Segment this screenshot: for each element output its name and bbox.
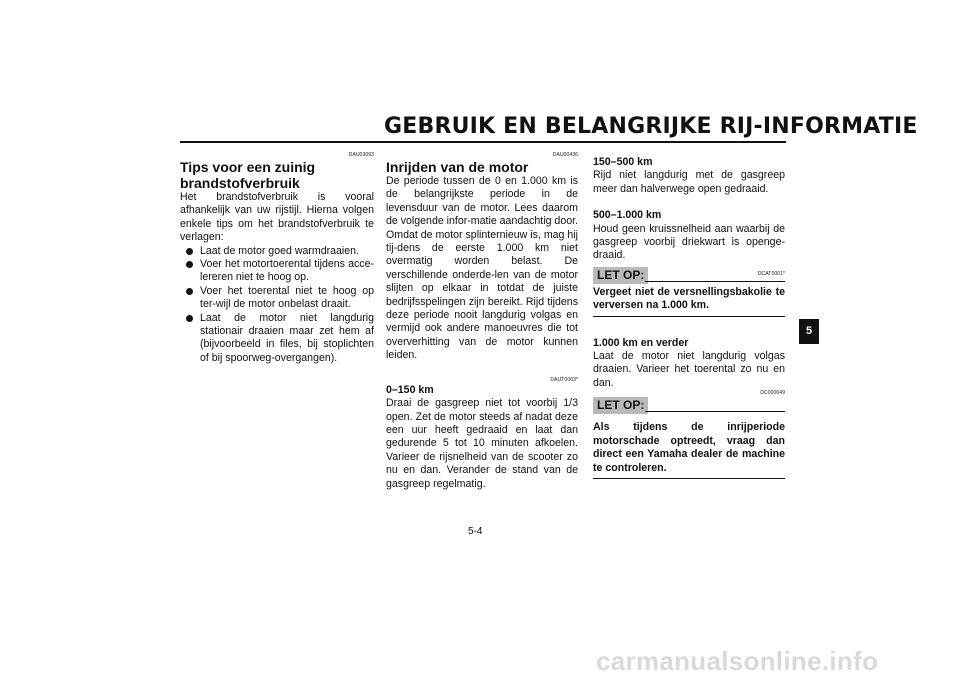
tips-list (180, 245, 374, 366)
caution-note (593, 267, 785, 285)
column-fuel-tips (180, 152, 374, 365)
paragraph: Houd geen kruissnelheid aan waarbij de gasgreep voorbij driekwart is openge-draaid. (593, 222, 785, 262)
list-item: Voer het motortoerental tijdens acce-lereren niet te hoog op. (180, 258, 374, 285)
section-heading: Inrijden van de motor (386, 159, 529, 175)
paragraph: Draai de gasgreep niet tot voorbij 1/3 open. Zet de motor steeds af nadat deze een uur heeft gedraaid en laat dan gedurende 5 tot 10 minuten afkoelen. Varieer de rijsnelheid van de scooter zo nu en dan. Verander de stand van de gasgreep regelmatig. (386, 397, 578, 490)
page-header-title: GEBRUIK EN BELANGRIJKE RIJ-INFORMATIE (384, 114, 918, 139)
column-running-in (386, 152, 578, 491)
paragraph: Rijd niet langdurig met de gasgreep meer dan halverwege open gedraaid. (593, 169, 785, 195)
section-code: DAU03093 (348, 152, 374, 158)
section-code: DAUT0003* (550, 376, 578, 383)
paragraph: Omdat de motor splinternieuw is, mag hij tij-dens de eerste 1.000 km niet overmatig worden belast. De verschillende onderde-len van de motor slijten op elkaar in totdat de juiste bedrijfsspelingen zijn bereikt. Rijd tijdens deze periode nooit langdurig volgas en vermijd ook andere manoeuvres die tot oververhitting van de motor kunnen leiden. (386, 228, 578, 362)
bullet-icon (186, 248, 193, 255)
paragraph: Laat de motor niet langdurig volgas draaien. Varieer het toerental zo nu en dan. (593, 350, 785, 389)
caution-text: Als tijdens de inrijperiode motorschade optreedt, vraag dan direct een Yamaha dealer de machine te controleren. (593, 421, 785, 479)
caution-label: LET OP: (593, 267, 648, 284)
bullet-icon (186, 315, 193, 322)
section-code: DC000049 (760, 390, 785, 397)
paragraph: De periode tussen de 0 en 1.000 km is de belangrijkste periode in de levensduur van de motor. Lees daarom de volgende infor-matie aandachtig door. (386, 175, 578, 228)
divider (645, 411, 785, 412)
section-code: DCAT0001* (757, 270, 785, 277)
intro-paragraph: Het brandstofverbruik is vooral afhankelijk van uw rijstijl. Hierna volgen enkele tips om het brandstofverbruik te verlagen: (180, 191, 374, 244)
caution-note (593, 397, 785, 415)
header-rule (180, 141, 786, 143)
list-item: Laat de motor goed warmdraaien. (180, 245, 374, 258)
list-item: Voer het toerental niet te hoog op ter-wijl de motor onbelast draait. (180, 285, 374, 312)
subsection-title: 0–150 km (386, 383, 434, 396)
chapter-tab: 5 (799, 319, 819, 344)
divider (645, 281, 785, 282)
section-code: DAU00436 (552, 152, 578, 158)
subsection-title: 500–1.000 km (593, 209, 662, 222)
subsection-title: 150–500 km (593, 156, 653, 168)
page-number: 5-4 (468, 526, 483, 537)
bullet-icon (186, 288, 193, 295)
subsection-title: 1.000 km en verder (593, 336, 689, 349)
caution-label: LET OP: (593, 397, 648, 414)
list-item: Laat de motor niet langdurig stationair draaien maar zet hem af (bijvoorbeeld in files, bij stoplichten of bij spoorweg-overgangen). (180, 312, 374, 366)
section-heading: Tips voor een zuinig brandstofverbruik (180, 159, 316, 191)
caution-text: Vergeet niet de versnellingsbakolie te verversen na 1.000 km. (593, 286, 785, 317)
column-running-in-continued (593, 156, 785, 479)
watermark: carmanualsonline.info (596, 646, 879, 676)
bullet-icon (186, 261, 193, 268)
